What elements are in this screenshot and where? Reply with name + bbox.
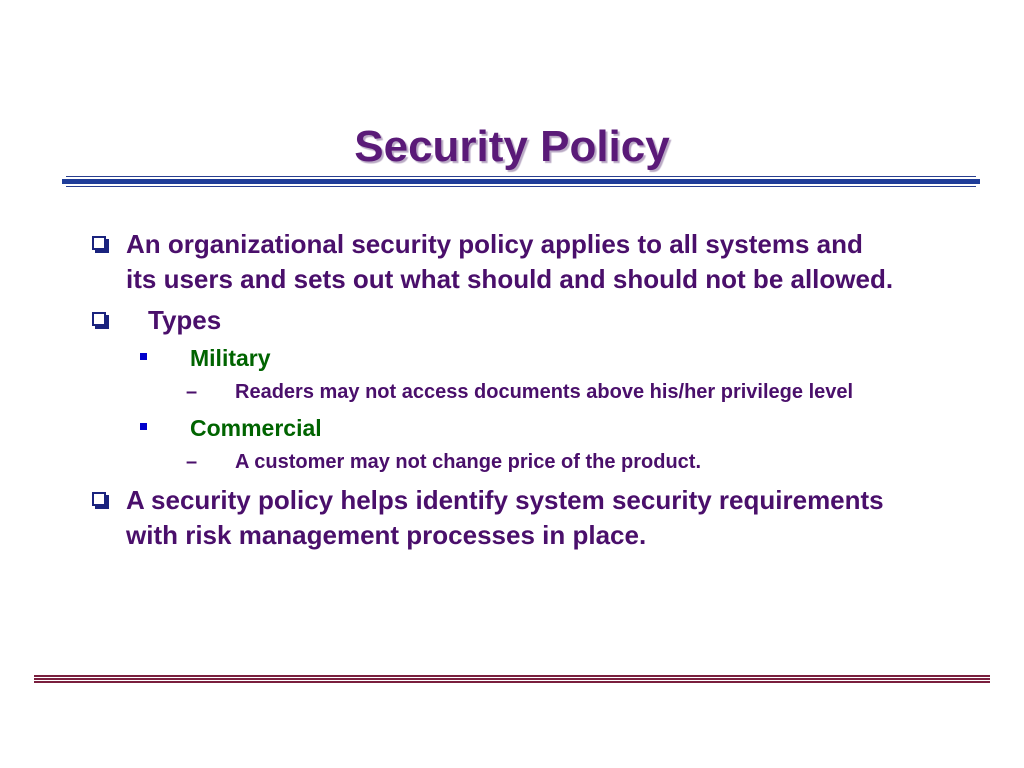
bullet-3-line-2: with risk management processes in place. bbox=[126, 520, 647, 550]
bullet-1-line-2: its users and sets out what should and should not be allowed. bbox=[126, 264, 894, 294]
title-divider-cap-left bbox=[62, 179, 66, 184]
checkbox-bullet-icon bbox=[92, 312, 106, 326]
square-bullet-icon bbox=[140, 423, 147, 430]
slide-title: Security Policy bbox=[354, 122, 670, 171]
checkbox-bullet-icon bbox=[92, 236, 106, 250]
checkbox-bullet-icon bbox=[92, 492, 106, 506]
dash-bullet-icon: – bbox=[186, 451, 198, 473]
dash-bullet-icon: – bbox=[186, 381, 198, 403]
title-divider bbox=[66, 176, 976, 187]
bullet-3-line-1: A security policy helps identify system security requirements bbox=[126, 485, 884, 515]
title-divider-cap-right bbox=[976, 179, 980, 184]
sub-item-commercial: Commercial bbox=[190, 415, 322, 441]
title-divider-bar bbox=[66, 179, 976, 184]
sub-item-military: Military bbox=[190, 345, 271, 371]
square-bullet-icon bbox=[140, 353, 147, 360]
commercial-detail: A customer may not change price of the product. bbox=[235, 451, 701, 473]
bullet-1-line-1: An organizational security policy applies to all systems and bbox=[126, 229, 863, 259]
bullet-2-line-1: Types bbox=[148, 305, 222, 335]
military-detail: Readers may not access documents above his/her privilege level bbox=[235, 381, 854, 403]
footer-divider-bar bbox=[34, 678, 990, 680]
footer-divider bbox=[34, 675, 990, 683]
